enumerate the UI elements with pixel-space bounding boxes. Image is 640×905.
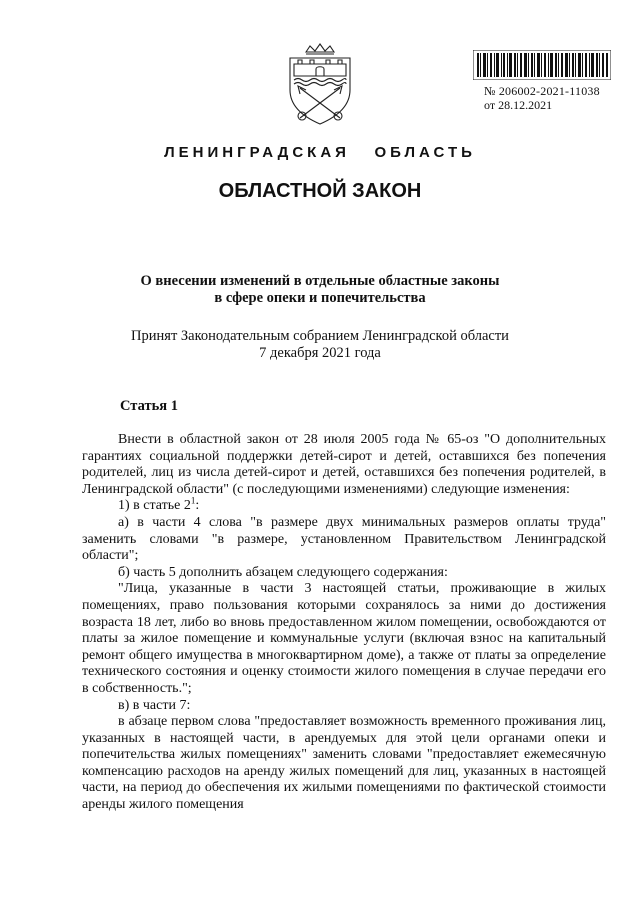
- document-barcode: [473, 50, 611, 80]
- item-1-superscript: 1: [190, 495, 196, 506]
- paragraph-intro: Внести в областной закон от 28 июля 2005 года № 65-оз "О дополнительных гарантиях социальной поддержки детей-сирот и детей, оставшихся без попечения родителей, лиц из числа детей-сирот и детей, оставшихся без попечения родителей, в Ленинградской области" (с последующими изменениями) следующие изменения:: [82, 432, 606, 497]
- item-1-text: 1) в статье 2: [118, 498, 191, 514]
- adoption-line-1: Принят Законодательным собранием Ленинградской области: [131, 328, 509, 344]
- law-title-line-2: в сфере опеки и попечительства: [214, 290, 426, 306]
- registration-number: № 206002-2021-11038: [484, 84, 600, 98]
- adoption-line-2: 7 декабря 2021 года: [259, 345, 381, 361]
- law-type-heading: ОБЛАСТНОЙ ЗАКОН: [218, 180, 422, 202]
- law-title: [0, 273, 640, 307]
- law-title-line-1: О внесении изменений в отдельные областные законы: [140, 273, 500, 289]
- paragraph-quoted-text: "Лица, указанные в части 3 настоящей статьи, проживающие в жилых помещениях, право пользования которыми сохранялось за ними до достижения возраста 18 лет, либо во вновь предоставленном жилом помещении, освобождаются от платы за жилое помещение и коммунальные услуги (включая взнос на капитальный ремонт общего имущества в многоквартирном доме), а также от платы за определение технического состояния и оценку стоимости жилого помещения в случае передачи его в собственность.";: [82, 581, 606, 696]
- article-body: [82, 432, 606, 814]
- article-heading: Статья 1: [120, 398, 178, 414]
- paragraph-subitem-v: в) в части 7:: [118, 697, 191, 713]
- registration-date: от 28.12.2021: [484, 98, 553, 112]
- item-1-colon: :: [195, 498, 200, 514]
- paragraph-first-abzac: в абзаце первом слова "предоставляет возможность временного проживания лиц, указанных в настоящей части, в арендуемых для этой цели органами опеки и попечительства жилых помещениях" заменить словами "предоставляет ежемесячную компенсацию расходов на аренду жилых помещений для лиц, указанных в настоящей части, на период до обеспечения их жилыми помещениями по фактической стоимости аренды жилого помещения: [82, 714, 606, 813]
- paragraph-subitem-a: а) в части 4 слова "в размере двух минимальных размеров оплаты труда" заменить словами "в размере, установленном Правительством Ленинградской области";: [82, 514, 606, 564]
- coat-of-arms-emblem: [282, 42, 358, 126]
- paragraph-subitem-b: б) часть 5 дополнить абзацем следующего содержания:: [118, 564, 448, 580]
- region-heading: ЛЕНИНГРАДСКАЯ ОБЛАСТЬ: [164, 144, 476, 161]
- paragraph-item-1: [82, 495, 606, 515]
- adoption-statement: [0, 328, 640, 362]
